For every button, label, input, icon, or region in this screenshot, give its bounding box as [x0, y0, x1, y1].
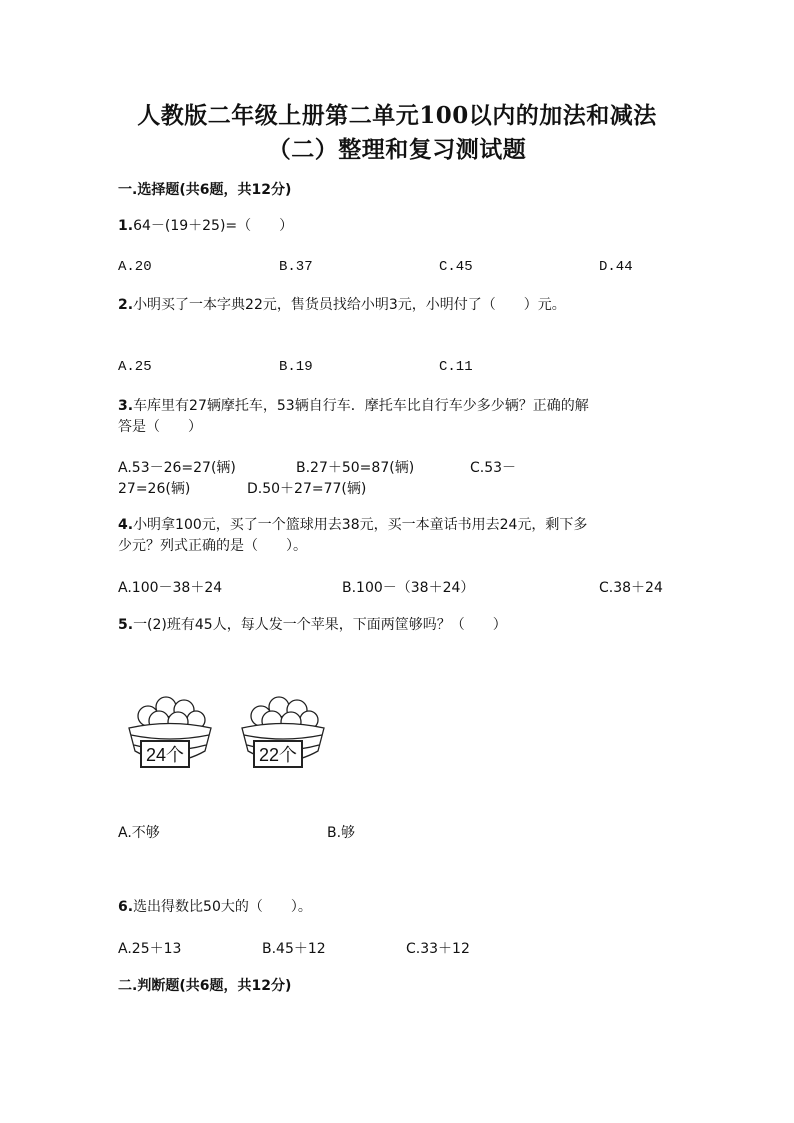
option-c: C.11: [439, 359, 473, 375]
option-c-continued: [118, 478, 190, 498]
option-d: D.44: [599, 259, 633, 275]
option-b: [327, 822, 355, 842]
question-text: 一(2)班有45人，每人发一个苹果，下面两筐够吗？（ ）: [133, 617, 507, 633]
title-line-1: 人教版二年级上册第二单元100以内的加法和减法: [137, 102, 657, 129]
question-number: 2.: [118, 297, 134, 313]
option-b: [342, 577, 474, 597]
title-line-2: （二）整理和复习测试题: [267, 136, 527, 163]
question-text: 64－(19＋25)=（ ）: [133, 218, 294, 234]
option-a: [118, 457, 236, 477]
basket-label: 22个: [258, 745, 298, 765]
option-a-text: A.不够: [118, 825, 160, 841]
question-4-line-2: 少元？列式正确的是（ ）。: [118, 538, 307, 554]
option-a: A.20: [118, 259, 152, 275]
option-d: [247, 478, 366, 498]
question-text-line-1: 车库里有27辆摩托车，53辆自行车．摩托车比自行车少多少辆？正确的解: [133, 398, 589, 414]
option-a-text: A.53－26=27(辆): [118, 460, 236, 476]
question-number: 3.: [118, 398, 134, 414]
option-d-text: D.50＋27=77(辆): [247, 481, 367, 497]
option-c: C.45: [439, 259, 473, 275]
option-b: B.37: [279, 259, 313, 275]
question-3: [118, 396, 589, 417]
option-a: [118, 822, 160, 842]
option-c-text: C.33＋12: [406, 941, 470, 957]
option-c-text: C.38＋24: [599, 580, 663, 596]
option-c-text: C.53－: [470, 460, 517, 476]
question-2: [118, 295, 566, 316]
option-c: [470, 457, 516, 477]
section-heading-judgment: 二.判断题(共6题，共12分): [118, 978, 292, 994]
option-a: [118, 577, 222, 597]
option-b: B.19: [279, 359, 313, 375]
question-number: 4.: [118, 517, 134, 533]
fruit-basket-image: [239, 693, 327, 775]
basket-label: 24个: [145, 745, 185, 765]
question-5: [118, 615, 507, 636]
option-b-text: B.够: [327, 825, 356, 841]
question-text-line-1: 小明拿100元，买了一个篮球用去38元，买一本童话书用去24元，剩下多: [133, 517, 588, 533]
option-a-text: A.25＋13: [118, 941, 182, 957]
option-c: [599, 577, 663, 597]
section-heading-choice: 一.选择题(共6题，共12分): [118, 182, 292, 198]
option-c-text-2: 27=26(辆): [118, 481, 191, 497]
option-b-text: B.100－（38＋24）: [342, 580, 475, 596]
question-text: 选出得数比50大的（ ）。: [133, 899, 312, 915]
option-c: [406, 938, 470, 958]
question-number: 1.: [118, 218, 134, 234]
option-a: A.25: [118, 359, 152, 375]
question-number: 5.: [118, 617, 134, 633]
option-b-text: B.45＋12: [262, 941, 326, 957]
option-a: [118, 938, 181, 958]
question-number: 6.: [118, 899, 134, 915]
question-3-line-2: 答是（ ）: [118, 419, 202, 435]
option-b-text: B.27＋50=87(辆): [296, 460, 415, 476]
option-b: [262, 938, 326, 958]
question-text: 小明买了一本字典22元，售货员找给小明3元，小明付了（ ）元。: [133, 297, 566, 313]
question-1: [118, 216, 293, 237]
option-a-text: A.100－38＋24: [118, 580, 223, 596]
question-4: [118, 515, 587, 536]
fruit-basket-image: [126, 693, 214, 775]
question-6: [118, 897, 312, 918]
option-b: [296, 457, 414, 477]
